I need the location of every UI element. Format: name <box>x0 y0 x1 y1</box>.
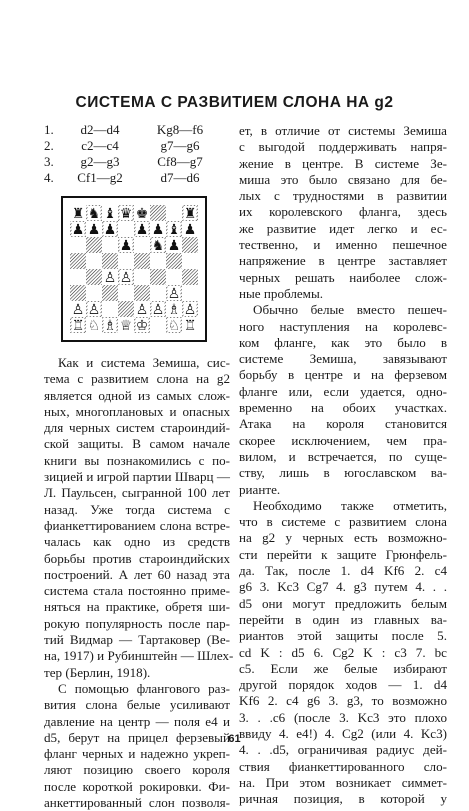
board-square <box>166 205 182 221</box>
text-line: фианкеттированием слона встре- <box>44 517 230 533</box>
text-line: ству, лишь в югославском ва- <box>239 465 447 481</box>
right-column <box>239 123 447 807</box>
move-row <box>44 122 232 138</box>
page-number: 61 <box>228 733 241 745</box>
text-line: система стала постоянно приме- <box>44 583 230 599</box>
text-line: на, 1917) и Рубинштейн — Шлех- <box>44 648 234 664</box>
black-pawn-icon: ♟ <box>167 238 181 254</box>
board-square <box>70 269 86 285</box>
text-line: на g2 у черных есть возможно- <box>239 530 447 546</box>
white-pawn-icon: ♙ <box>151 302 165 318</box>
text-line: лых с трудностями в развитии <box>239 188 447 204</box>
text-line: Обычно белые вместо пешеч- <box>253 302 447 318</box>
text-line: временно на обоих участках. <box>239 400 447 416</box>
text-line: назад. Уже тогда система с <box>44 501 230 517</box>
text-line: системе Земиша, завязывают <box>239 351 447 367</box>
text-line: рианте. <box>239 481 281 497</box>
black-bishop-icon: ♝ <box>103 206 117 222</box>
white-pawn-icon: ♙ <box>87 302 101 318</box>
text-line: ствия фианкеттированного сло- <box>239 758 447 774</box>
text-line: d5, берут на прицел ферзевый <box>44 729 230 745</box>
board-square <box>102 301 118 317</box>
board-square <box>150 285 166 301</box>
white-knight-icon: ♘ <box>167 318 181 334</box>
board-square <box>166 253 182 269</box>
move-row <box>44 170 232 186</box>
board-square <box>150 205 166 221</box>
chess-board <box>61 196 207 342</box>
text-line: построений. А лет 60 назад эта <box>44 566 230 582</box>
board-square <box>118 253 134 269</box>
black-pawn-icon: ♟ <box>135 222 149 238</box>
text-line: риантов этой защиты после 5. <box>239 628 447 644</box>
text-line: книги вы познакомились с по- <box>44 452 230 468</box>
left-column <box>44 122 234 811</box>
text-line: на. При этом возникает симмет- <box>239 774 447 790</box>
white-rook-icon: ♖ <box>183 318 197 334</box>
text-line: ком фланге, как это было в <box>239 334 447 350</box>
black-pawn-icon: ♟ <box>103 222 117 238</box>
board-square <box>118 301 134 317</box>
board-square <box>86 237 102 253</box>
text-line: Атака на короля становится <box>239 416 447 432</box>
text-line: после короткой рокировки. Фи- <box>44 778 230 794</box>
text-line: d5 они могут предложить белым <box>239 595 447 611</box>
text-line: фланге или, если удается, одно- <box>239 383 447 399</box>
chess-diagram <box>61 196 230 342</box>
text-line: скорее исключением, чем пра- <box>239 432 447 448</box>
board-square <box>150 253 166 269</box>
text-line: напряжение в центре заставляет <box>239 253 447 269</box>
white-pawn-icon: ♙ <box>103 270 117 286</box>
move-number: 1. <box>44 122 54 137</box>
text-line: вилом, и встречается, по суще- <box>239 448 447 464</box>
board-square <box>134 253 150 269</box>
text-line: фланг черных и надежно укреп- <box>44 746 230 762</box>
board-square <box>150 269 166 285</box>
black-move: Kg8—f6 <box>156 122 204 137</box>
text-line: рокую популярность после пар- <box>44 615 230 631</box>
move-number: 2. <box>44 138 54 153</box>
text-line: тественно, и именно пешечное <box>239 237 447 253</box>
text-line: борьбу в центре и на ферзевом <box>239 367 447 383</box>
board-square <box>150 317 166 333</box>
black-bishop-icon: ♝ <box>167 222 181 238</box>
text-line: чалась как одно из средств <box>44 534 230 550</box>
text-line: ской защиты. В самом начале <box>44 436 230 452</box>
black-pawn-icon: ♟ <box>183 222 197 238</box>
board-square <box>86 285 102 301</box>
board-square <box>134 237 150 253</box>
text-line: Необходимо также отметить, <box>253 497 447 513</box>
black-move: Cf8—g7 <box>157 154 203 169</box>
white-move: g2—g3 <box>80 154 120 169</box>
black-move: g7—g6 <box>160 138 200 153</box>
text-line: ные проблемы. <box>239 285 324 301</box>
text-line: миша это было связано для бе- <box>239 171 447 187</box>
text-line: для черных систем староиндий- <box>44 420 230 436</box>
black-rook-icon: ♜ <box>183 206 197 222</box>
text-line: жение в центре. В системе Зе- <box>239 155 447 171</box>
white-knight-icon: ♘ <box>87 318 101 334</box>
text-line: cd K : d5 6. Cg2 K : c3 7. bc <box>239 644 447 660</box>
black-move: d7—d6 <box>160 170 200 185</box>
board-square <box>166 269 182 285</box>
white-pawn-icon: ♙ <box>167 286 181 302</box>
text-line: анкеттированный слон позволя- <box>44 795 230 811</box>
text-line: 4. . .d5, ограничивая радиус дей- <box>239 742 447 758</box>
white-pawn-icon: ♙ <box>135 302 149 318</box>
white-pawn-icon: ♙ <box>119 270 133 286</box>
text-line: вития слона белые усиливают <box>44 697 230 713</box>
board-square <box>102 237 118 253</box>
text-line: борьбы против староиндийских <box>44 550 230 566</box>
text-line: ного наступления на королевс- <box>239 318 447 334</box>
text-line: Kf6 2. c4 g6 3. g3, то возможно <box>239 693 447 709</box>
text-line: же развитие идет легко и ес- <box>239 220 447 236</box>
white-bishop-icon: ♗ <box>167 302 181 318</box>
text-line: Л. Паульсен, сыгранной 100 лет <box>44 485 230 501</box>
white-move: c2—c4 <box>81 138 119 153</box>
black-pawn-icon: ♟ <box>87 222 101 238</box>
move-row <box>44 154 232 170</box>
white-rook-icon: ♖ <box>71 318 85 334</box>
board-square <box>102 285 118 301</box>
board-square <box>182 237 198 253</box>
text-line: другой порядок ходов — 1. d4 <box>239 677 447 693</box>
board-square <box>134 285 150 301</box>
black-queen-icon: ♛ <box>119 206 133 222</box>
board-square <box>182 285 198 301</box>
text-line: няться на практике, обретя ши- <box>44 599 230 615</box>
text-line: тий Видмар — Тартаковер (Ве- <box>44 632 230 648</box>
text-line: g6 3. Kc3 Cg7 4. g3 путем 4. . . <box>239 579 447 595</box>
board-square <box>70 237 86 253</box>
black-knight-icon: ♞ <box>151 238 165 254</box>
board-square <box>182 269 198 285</box>
board-square <box>70 285 86 301</box>
text-line: c5. Если же белые избирают <box>239 660 447 676</box>
text-line: ных, многоплановых и опасных <box>44 403 230 419</box>
white-pawn-icon: ♙ <box>183 302 197 318</box>
text-line: 3. . .c6 (после 3. Kc3 это плохо <box>239 709 447 725</box>
text-line: что в системе с развитием слона <box>239 514 447 530</box>
chapter-heading: СИСТЕМА С РАЗВИТИЕМ СЛОНА НА g2 <box>75 94 394 111</box>
text-line: Как и система Земиша, сис- <box>58 355 230 370</box>
right-text-block <box>239 123 447 807</box>
text-line: да. Так, после 1. d4 Kf6 2. c4 <box>239 563 447 579</box>
move-number: 4. <box>44 170 54 185</box>
board-square <box>86 253 102 269</box>
text-line: тема с развитием слона на g2 <box>44 371 230 387</box>
text-line: сти перейти к защите Грюнфель- <box>239 546 447 562</box>
text-line: зицией и игрой партии Шварц — <box>44 469 230 485</box>
board-square <box>118 221 134 237</box>
black-king-icon: ♚ <box>135 206 149 222</box>
white-pawn-icon: ♙ <box>71 302 85 318</box>
white-move: Cf1—g2 <box>77 170 123 185</box>
text-line: давление на центр — поля e4 и <box>44 713 230 729</box>
black-pawn-icon: ♟ <box>71 222 85 238</box>
text-line: тер (Берлин, 1918). <box>44 664 151 680</box>
text-line: ляют позицию своего короля <box>44 762 230 778</box>
text-line: ричная позиция, в которой у <box>239 791 447 807</box>
board-square <box>182 253 198 269</box>
text-line: является одной из самых слож- <box>44 387 230 403</box>
text-line: С помощью флангового раз- <box>58 680 230 696</box>
move-row <box>44 138 232 154</box>
text-line: ет, в отличие от системы Земиша <box>239 123 447 138</box>
board-square <box>70 253 86 269</box>
white-queen-icon: ♕ <box>119 318 133 334</box>
text-line: с выгодой поддерживать напря- <box>239 139 447 155</box>
white-bishop-icon: ♗ <box>103 318 117 334</box>
black-rook-icon: ♜ <box>71 206 85 222</box>
board-square <box>102 253 118 269</box>
board-square <box>86 269 102 285</box>
white-move: d2—d4 <box>80 122 120 137</box>
black-knight-icon: ♞ <box>87 206 101 222</box>
text-line: перейти в один из главных ва- <box>239 611 447 627</box>
white-king-icon: ♔ <box>135 318 149 334</box>
board-square <box>134 269 150 285</box>
move-number: 3. <box>44 154 54 169</box>
text-line: ввиду 4. e4!) 4. Cg2 (или 4. Kc3) <box>239 725 447 741</box>
black-pawn-icon: ♟ <box>119 238 133 254</box>
board-square <box>118 285 134 301</box>
black-pawn-icon: ♟ <box>151 222 165 238</box>
move-list <box>44 122 232 186</box>
text-line: их королевского фланга, здесь <box>239 204 447 220</box>
text-line: черных решать наиболее слож- <box>239 269 447 285</box>
